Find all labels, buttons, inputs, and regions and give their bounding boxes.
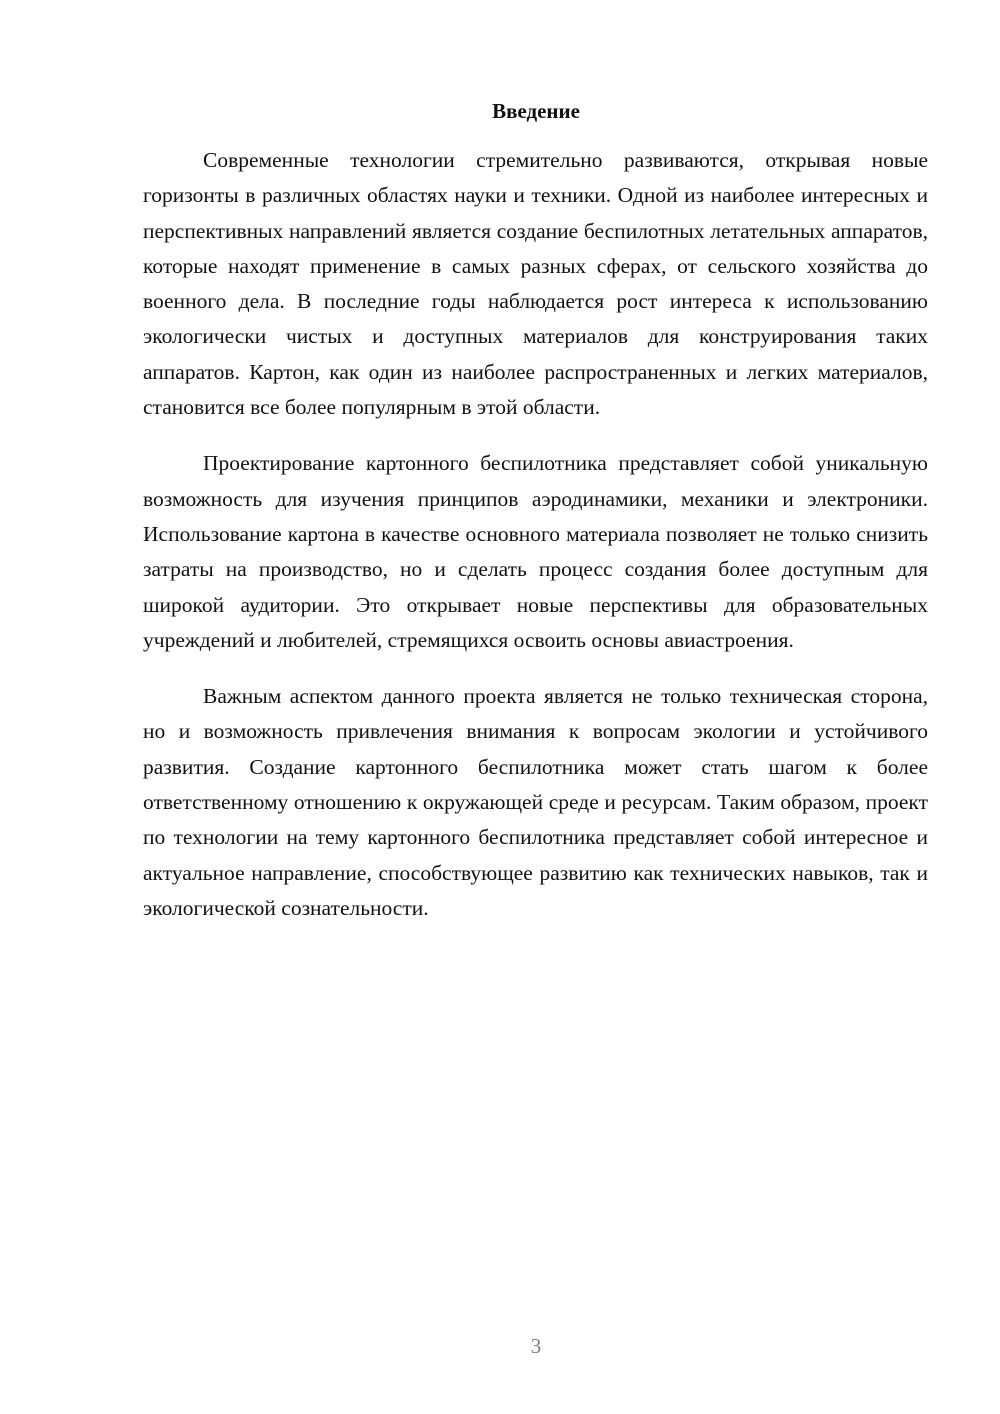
- paragraph-3: Важным аспектом данного проекта является не только техническая сторона, но и возможность привлечения внимания к вопросам экологии и устойчивого развития. Создание картонного беспилотника может стать шагом к более ответственному отношению к окружающей среде и ресурсам. Таким образом, проект по технологии на тему картонного беспилотника представляет собой интересное и актуальное направление, способствующее развитию как технических навыков, так и экологической сознательности.: [143, 684, 928, 920]
- page-number: 3: [530, 1334, 542, 1358]
- paragraph-2: Проектирование картонного беспилотника представляет собой уникальную возможность для изучения принципов аэродинамики, механики и электроники. Использование картона в качестве основного материала позволяет не только снизить затраты на производство, но и сделать процесс создания более доступным для широкой аудитории. Это открывает новые перспективы для образовательных учреждений и любителей, стремящихся освоить основы авиастроения.: [143, 451, 928, 652]
- page-title: Введение: [492, 99, 580, 123]
- paragraph-1: Современные технологии стремительно развиваются, открывая новые горизонты в различных областях науки и техники. Одной из наиболее интересных и перспективных направлений является создание беспилотных летательных аппаратов, которые находят применение в самых разных сферах, от сельского хозяйства до военного дела. В последние годы наблюдается рост интереса к использованию экологически чистых и доступных материалов для конструирования таких аппаратов. Картон, как один из наиболее распространенных и легких материалов, становится все более популярным в этой области.: [143, 148, 928, 420]
- document-body: [143, 143, 928, 947]
